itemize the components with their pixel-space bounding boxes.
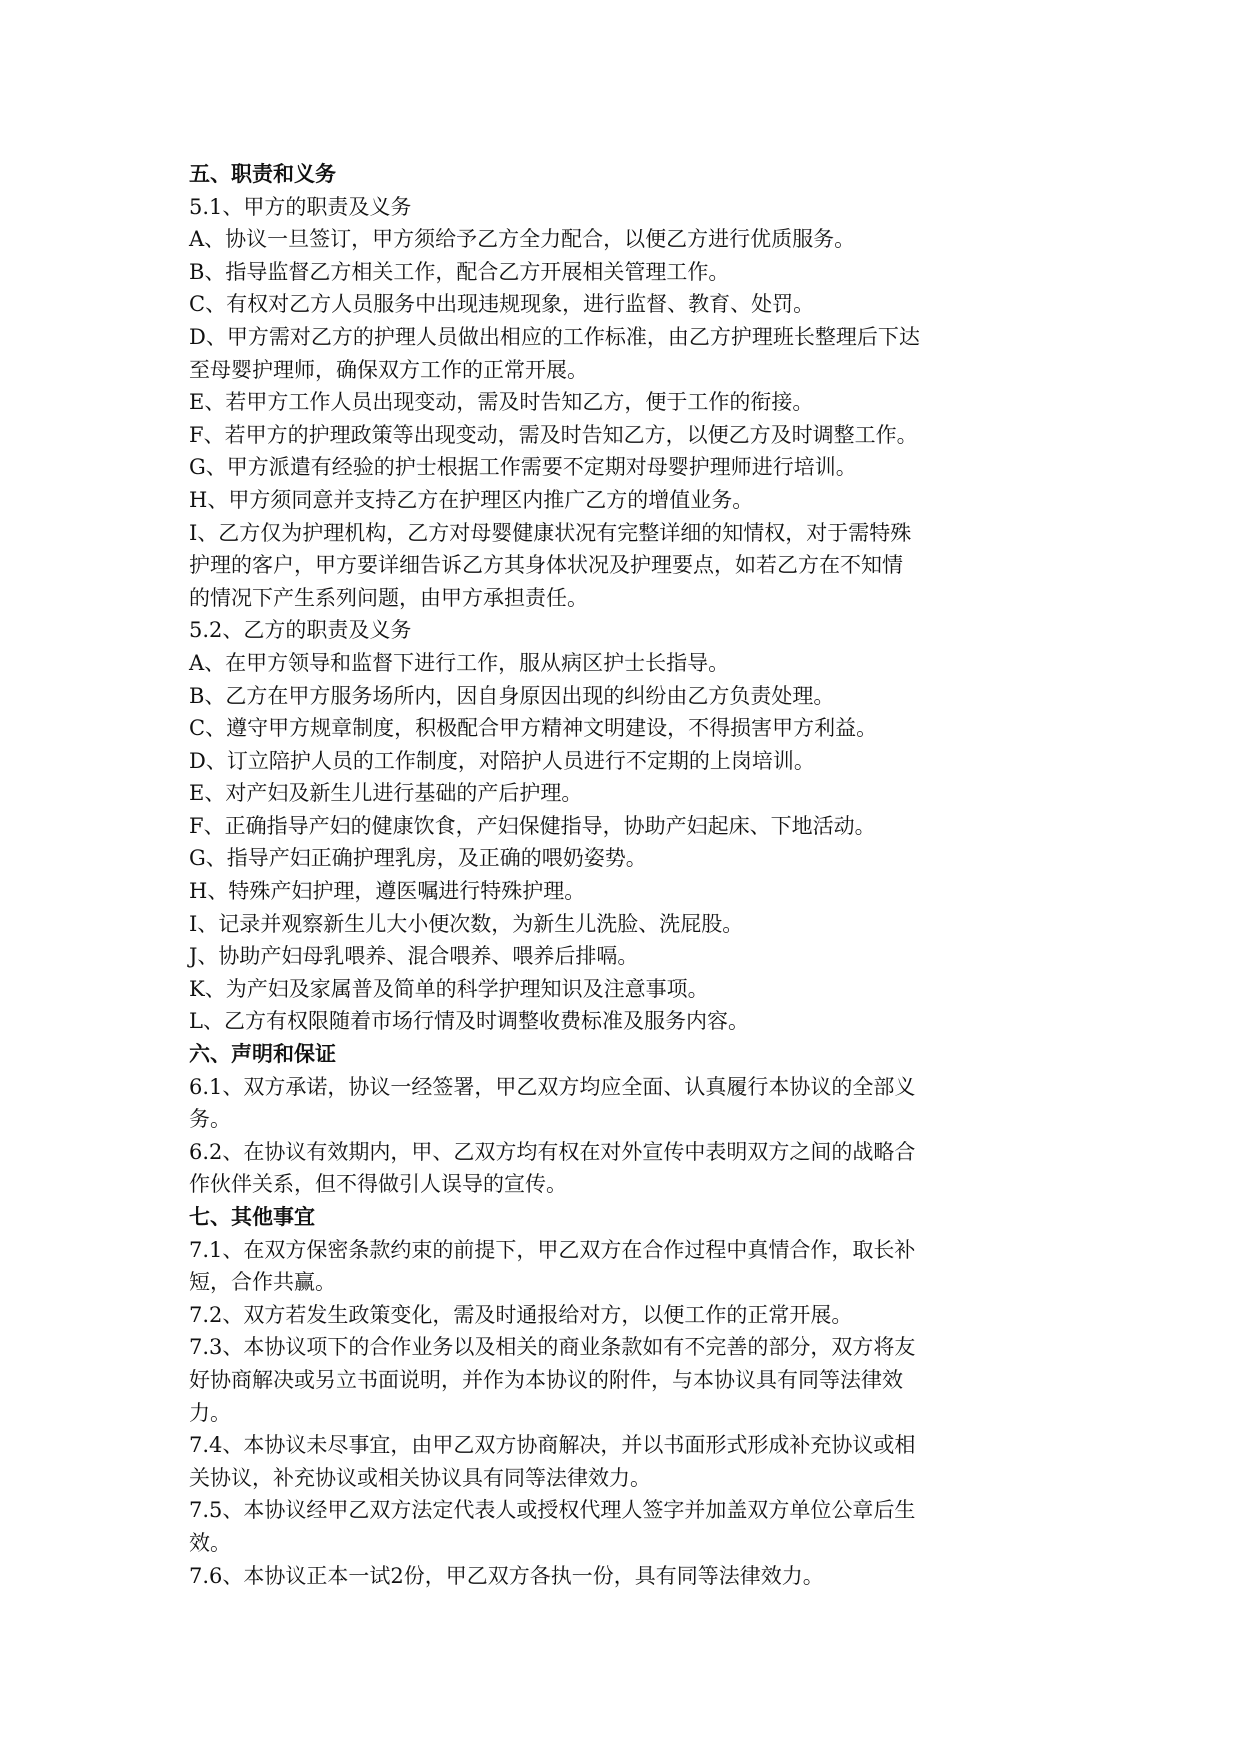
section-heading: 五、职责和义务 (189, 162, 336, 186)
document-line: D、订立陪护人员的工作制度，对陪护人员进行不定期的上岗培训。 (189, 748, 815, 773)
document-line: 效。 (189, 1530, 231, 1555)
document-line: 6.1、双方承诺，协议一经签署，甲乙双方均应全面、认真履行本协议的全部义 (189, 1074, 916, 1099)
document-line: 护理的客户，甲方要详细告诉乙方其身体状况及护理要点，如若乙方在不知情 (189, 553, 903, 578)
section-heading: 七、其他事宜 (189, 1205, 315, 1229)
document-line: 至母婴护理师，确保双方工作的正常开展。 (189, 357, 588, 382)
document-line: H、特殊产妇护理，遵医嘱进行特殊护理。 (189, 879, 586, 904)
document-line: G、甲方派遣有经验的护士根据工作需要不定期对母婴护理师进行培训。 (189, 455, 857, 480)
document-line: E、若甲方工作人员出现变动，需及时告知乙方，便于工作的衔接。 (189, 390, 814, 415)
document-line: A、协议一旦签订，甲方须给予乙方全力配合，以便乙方进行优质服务。 (189, 227, 856, 252)
document-line: K、为产妇及家属普及简单的科学护理知识及注意事项。 (189, 976, 709, 1001)
document-line: L、乙方有权限随着市场行情及时调整收费标准及服务内容。 (189, 1009, 749, 1034)
document-line: 务。 (189, 1107, 231, 1132)
document-line: I、乙方仅为护理机构，乙方对母婴健康状况有完整详细的知情权，对于需特殊 (189, 520, 912, 545)
document-line: B、乙方在甲方服务场所内，因自身原因出现的纠纷由乙方负责处理。 (189, 683, 835, 708)
document-line: 力。 (189, 1400, 231, 1425)
document-line: 作伙伴关系，但不得做引人误导的宣传。 (189, 1172, 567, 1197)
document-line: 关协议，补充协议或相关协议具有同等法律效力。 (189, 1465, 651, 1490)
document-line: 5.1、甲方的职责及义务 (189, 194, 412, 219)
document-line: G、指导产妇正确护理乳房，及正确的喂奶姿势。 (189, 846, 647, 871)
document-line: 7.6、本协议正本一试2份，甲乙双方各执一份，具有同等法律效力。 (189, 1563, 824, 1588)
document-line: F、若甲方的护理政策等出现变动，需及时告知乙方，以便乙方及时调整工作。 (189, 422, 918, 447)
document-line: 7.3、本协议项下的合作业务以及相关的商业条款如有不完善的部分，双方将友 (189, 1335, 916, 1360)
document-line: 7.5、本协议经甲乙双方法定代表人或授权代理人签字并加盖双方单位公章后生 (189, 1498, 916, 1523)
document-line: 7.1、在双方保密条款约束的前提下，甲乙双方在合作过程中真情合作，取长补 (189, 1237, 916, 1262)
document-line: C、遵守甲方规章制度，积极配合甲方精神文明建设，不得损害甲方利益。 (189, 716, 878, 741)
document-line: D、甲方需对乙方的护理人员做出相应的工作标准，由乙方护理班长整理后下达 (189, 324, 920, 349)
document-line: A、在甲方领导和监督下进行工作，服从病区护士长指导。 (189, 650, 730, 675)
document-line: 7.4、本协议未尽事宜，由甲乙双方协商解决，并以书面形式形成补充协议或相 (189, 1433, 916, 1458)
document-line: F、正确指导产妇的健康饮食，产妇保健指导，协助产妇起床、下地活动。 (189, 813, 876, 838)
document-line: 6.2、在协议有效期内，甲、乙双方均有权在对外宣传中表明双方之间的战略合 (189, 1139, 916, 1164)
document-line: J、协助产妇母乳喂养、混合喂养、喂养后排嗝。 (189, 944, 639, 969)
document-line: C、有权对乙方人员服务中出现违规现象，进行监督、教育、处罚。 (189, 292, 815, 317)
document-line: I、记录并观察新生儿大小便次数，为新生儿洗脸、洗屁股。 (189, 911, 744, 936)
section-heading: 六、声明和保证 (189, 1042, 336, 1067)
document-line: 短，合作共赢。 (189, 1270, 336, 1295)
document-line: 好协商解决或另立书面说明，并作为本协议的附件，与本协议具有同等法律效 (189, 1367, 903, 1392)
document-line: H、甲方须同意并支持乙方在护理区内推广乙方的增值业务。 (189, 487, 754, 512)
document-page (189, 158, 1069, 1592)
document-line: B、指导监督乙方相关工作，配合乙方开展相关管理工作。 (189, 259, 730, 284)
document-line: 5.2、乙方的职责及义务 (189, 618, 412, 643)
document-line: 7.2、双方若发生政策变化，需及时通报给对方，以便工作的正常开展。 (189, 1302, 853, 1327)
document-line: E、对产妇及新生儿进行基础的产后护理。 (189, 781, 583, 806)
document-line: 的情况下产生系列问题，由甲方承担责任。 (189, 585, 588, 610)
